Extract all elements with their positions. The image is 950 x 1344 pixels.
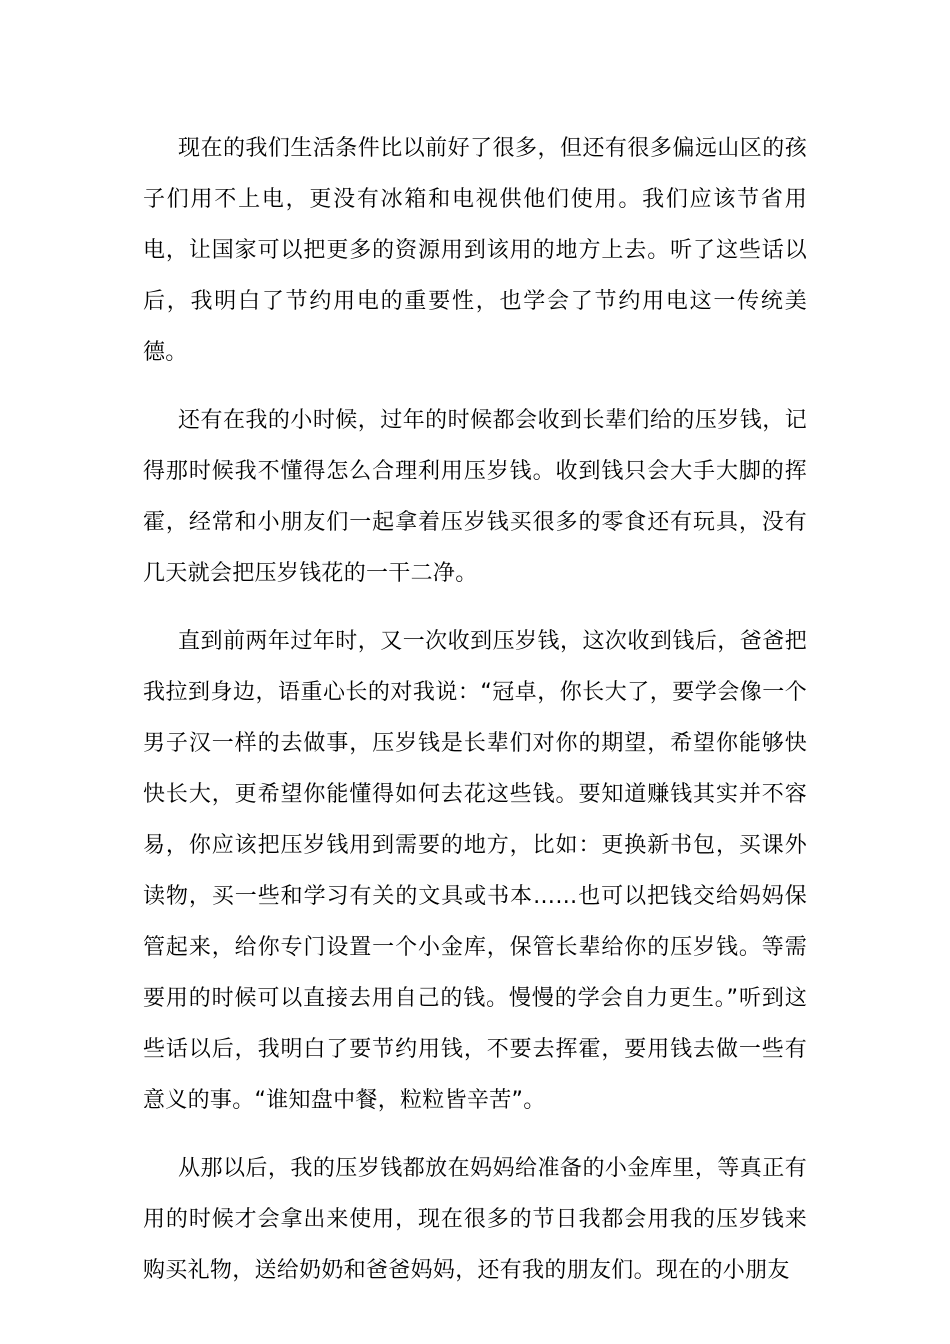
paragraph-3: 直到前两年过年时，又一次收到压岁钱，这次收到钱后，爸爸把我拉到身边，语重心长的对我说：“冠卓，你长大了，要学会像一个男子汉一样的去做事，压岁钱是长辈们对你的期望，希望你能够快快长大，更希望你能懂得如何去花这些钱。要知道赚钱其实并不容易，你应该把压岁钱用到需要的地方，比如：更换新书包，买课外读物，买一些和学习有关的文具或书本……也可以把钱交给妈妈保管起来，给你专门设置一个小金库，保管长辈给你的压岁钱。等需要用的时候可以直接去用自己的钱。慢慢的学会自力更生。”听到这些话以后，我明白了要节约用钱，不要去挥霍，要用钱去做一些有意义的事。“谁知盘中餐，粒粒皆辛苦”。: [143, 629, 807, 1113]
paragraph-4: 从那以后，我的压岁钱都放在妈妈给准备的小金库里，等真正有用的时候才会拿出来使用，现在很多的节日我都会用我的压岁钱来购买礼物，送给奶奶和爸爸妈妈，还有我的朋友们。现在的小朋友: [143, 1156, 807, 1283]
paragraph-2: 还有在我的小时候，过年的时候都会收到长辈们给的压岁钱，记得那时候我不懂得怎么合理利用压岁钱。收到钱只会大手大脚的挥霍，经常和小朋友们一起拿着压岁钱买很多的零食还有玩具，没有几天就会把压岁钱花的一干二净。: [143, 408, 807, 586]
paragraph-1: 现在的我们生活条件比以前好了很多，但还有很多偏远山区的孩子们用不上电，更没有冰箱和电视供他们使用。我们应该节省用电，让国家可以把更多的资源用到该用的地方上去。听了这些话以后，我明白了节约用电的重要性，也学会了节约用电这一传统美德。: [143, 136, 807, 365]
document-body: [143, 123, 807, 1313]
